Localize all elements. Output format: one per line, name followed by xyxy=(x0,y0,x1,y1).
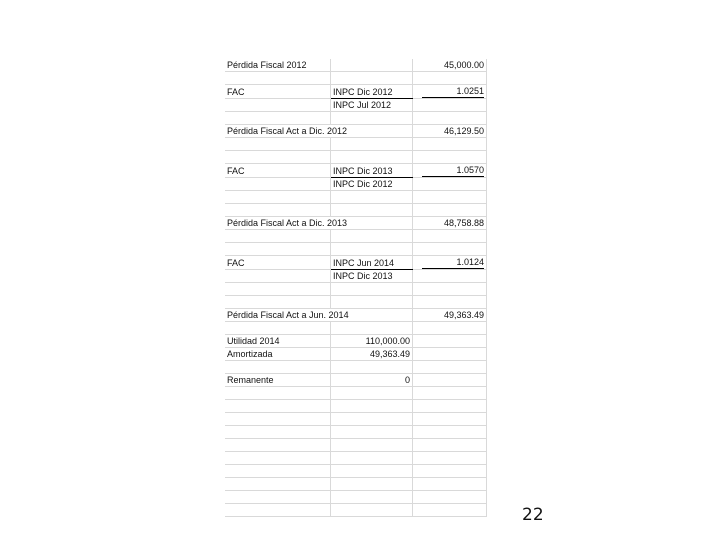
cell-value xyxy=(413,164,487,178)
table-row xyxy=(225,59,487,72)
cell-label: FAC xyxy=(225,256,331,270)
table-row xyxy=(225,413,487,426)
table-row xyxy=(225,178,487,191)
cell-label: FAC xyxy=(225,85,331,99)
cell-value: 45,000.00 xyxy=(413,59,487,72)
table-row xyxy=(225,125,487,138)
table-row xyxy=(225,230,487,243)
table-row xyxy=(225,256,487,270)
table-row xyxy=(225,439,487,452)
cell-numerator: INPC Dic 2012 xyxy=(331,85,413,99)
cell-label: Pérdida Fiscal Act a Dic. 2013 xyxy=(227,218,348,228)
table-row xyxy=(225,478,487,491)
cell-denominator: INPC Dic 2013 xyxy=(331,270,413,283)
cell-label: Pérdida Fiscal Act a Dic. 2012 xyxy=(227,126,348,136)
table-row xyxy=(225,465,487,478)
table-row xyxy=(225,322,487,335)
table-row xyxy=(225,296,487,309)
cell-label: Pérdida Fiscal 2012 xyxy=(225,59,331,72)
table-row xyxy=(225,335,487,348)
table-row xyxy=(225,387,487,400)
table-row xyxy=(225,217,487,230)
cell-value: 0 xyxy=(331,374,413,387)
table-row xyxy=(225,361,487,374)
table-row xyxy=(225,452,487,465)
cell-value: 49,363.49 xyxy=(413,309,487,322)
table-row xyxy=(225,204,487,217)
cell-label: FAC xyxy=(225,164,331,178)
fac-value: 1.0251 xyxy=(422,85,484,98)
table-row xyxy=(225,374,487,387)
cell-numerator: INPC Jun 2014 xyxy=(331,256,413,270)
cell-label: Utilidad 2014 xyxy=(225,335,331,348)
cell-value xyxy=(413,256,487,270)
table-row xyxy=(225,309,487,322)
cell-value: 49,363.49 xyxy=(331,348,413,361)
spreadsheet xyxy=(225,59,484,506)
table-row xyxy=(225,491,487,504)
cell-value: 48,758.88 xyxy=(413,217,487,230)
cell-denominator: INPC Jul 2012 xyxy=(331,99,413,112)
fac-value: 1.0124 xyxy=(422,256,484,269)
spreadsheet-table xyxy=(225,59,487,517)
table-row xyxy=(225,99,487,112)
table-row xyxy=(225,504,487,517)
cell-value xyxy=(413,85,487,99)
cell-label: Amortizada xyxy=(225,348,331,361)
cell-label: Pérdida Fiscal Act a Jun. 2014 xyxy=(227,310,349,320)
table-row xyxy=(225,400,487,413)
table-row xyxy=(225,426,487,439)
cell-numerator: INPC Dic 2013 xyxy=(331,164,413,178)
table-row xyxy=(225,138,487,151)
cell-value: 46,129.50 xyxy=(413,125,487,138)
cell-label: Remanente xyxy=(225,374,331,387)
table-row xyxy=(225,164,487,178)
table-row xyxy=(225,283,487,296)
table-row xyxy=(225,348,487,361)
cell-empty xyxy=(331,59,413,72)
table-row xyxy=(225,85,487,99)
table-row xyxy=(225,270,487,283)
table-row xyxy=(225,151,487,164)
table-row xyxy=(225,112,487,125)
table-row xyxy=(225,191,487,204)
fac-value: 1.0570 xyxy=(422,164,484,177)
table-row xyxy=(225,72,487,85)
cell-value: 110,000.00 xyxy=(331,335,413,348)
table-row xyxy=(225,243,487,256)
page-number: 22 xyxy=(522,505,544,525)
cell-denominator: INPC Dic 2012 xyxy=(331,178,413,191)
